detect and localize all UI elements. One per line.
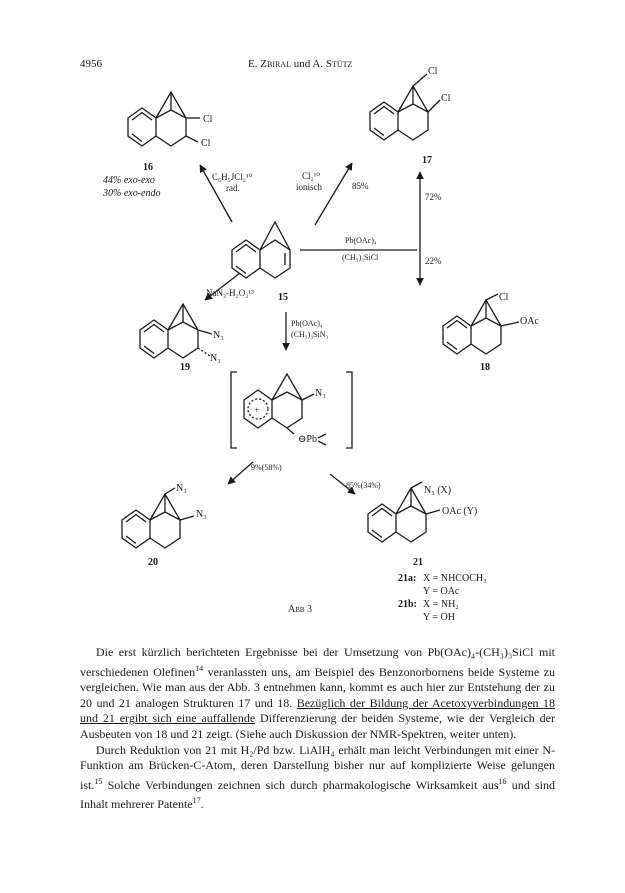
- p2-a: Durch Reduktion von 21 mit H₂/Pd bzw. LiAlH₄ erhält man leicht Verbindungen mit einer N-Funktion am Brücken-C-Atom, deren Darstellung bisher nur auf komplizierte Weise gelungen ist.: [80, 742, 555, 792]
- compound-17: [370, 74, 440, 140]
- c21-legend-tag-b: 21b:: [398, 599, 417, 610]
- ad-l2: (CH₃)₃SiN₃: [291, 330, 329, 339]
- int-plus: +: [254, 405, 260, 415]
- p2-b: Solche Verbindungen zeichnen sich durch pharmakologische Wirksamkeit aus: [102, 777, 499, 792]
- c21-sub2: OAc (Y): [442, 506, 478, 517]
- rh-pre: E.: [248, 58, 261, 70]
- ah-l2: (CH₃)₃SiCl: [342, 253, 379, 262]
- c21-legend-1: X = NHCOCH₃: [423, 573, 487, 584]
- paragraph-2: [80, 743, 555, 813]
- p2-d: .: [200, 797, 204, 812]
- a17-l2: ionisch: [296, 182, 322, 192]
- c20-sub1: N₃: [176, 483, 187, 494]
- figure-caption: Abb 3: [288, 604, 313, 615]
- c19-sub1: N₃: [213, 330, 224, 341]
- compound-19: [140, 304, 212, 358]
- c18-label: 18: [480, 362, 490, 373]
- rh-author2: Stütz: [325, 58, 353, 70]
- page-number: 4956: [80, 58, 102, 70]
- intermediate-bracket: [231, 372, 352, 448]
- ref-16: 16: [498, 776, 507, 786]
- a19-label: NaN₃-H₂O₂¹³: [206, 288, 254, 298]
- c19-sub2: N₃: [210, 353, 221, 364]
- a16-l1: C₆H₅JCl₂¹⁰: [212, 172, 253, 182]
- c20-sub2: N₃: [196, 509, 207, 520]
- a17-l1: Cl₂¹⁰: [302, 171, 320, 181]
- c17-sub1: Cl: [428, 66, 438, 77]
- c17-label: 17: [422, 155, 432, 166]
- a21-label: 85%(34%): [346, 481, 381, 490]
- arrow-to-20: [228, 462, 253, 484]
- c18-sub2: OAc: [520, 316, 539, 327]
- c18-sub1: Cl: [499, 292, 509, 303]
- p1-pre: Die erst kürzlich berichteten Ergebnisse bei der Umsetzung von Pb(OAc)₄-(CH₃)₃SiCl mit verschiedenen Olefinen: [80, 645, 555, 679]
- av-22: 22%: [425, 256, 442, 266]
- a20-label: 9%(58%): [251, 463, 282, 472]
- int-sub: N₃: [315, 388, 326, 399]
- ref-17: 17: [192, 796, 201, 806]
- c21-label: 21: [413, 557, 423, 568]
- av-72: 72%: [425, 192, 442, 202]
- compound-18: [443, 294, 519, 354]
- intermediate: [244, 374, 314, 434]
- c17-sub2: Cl: [441, 93, 451, 104]
- c16-sub1: Cl: [203, 114, 213, 125]
- ref-14: 14: [195, 663, 204, 673]
- arrow-to-17: [315, 163, 352, 225]
- c16-label: 16: [143, 162, 153, 173]
- c16-yield2: 30% exo-endo: [103, 188, 161, 199]
- compound-20: [122, 488, 194, 548]
- rh-author1: Zbiral: [260, 58, 291, 70]
- p2-c: und sind Inhalt mehrerer Patente: [80, 777, 555, 812]
- compound-16: [128, 92, 200, 146]
- p1-post: veranlassten uns, am Beispiel des Benzonorbornens beide Systeme zu vergleichen. Wie man aus der Abb. 3 entnehmen kann, kommt es auch hier zur Entstehung der zu 20 und 21 analogen Strukturen 17 und 18.: [80, 664, 555, 710]
- c16-sub2: Cl: [201, 138, 211, 149]
- c15-label: 15: [278, 292, 288, 303]
- c21-legend-3: X = NH₂: [423, 599, 459, 610]
- paragraph-1: [80, 645, 555, 743]
- c16-yield1: 44% exo-exo: [103, 175, 155, 186]
- p1-end: Differenzierung der beiden Systeme, wie der Vergleich der Ausbeuten von 18 und 21 zeigt. (Siehe auch Diskussion der NMR-Spektren, weiter unten).: [80, 711, 555, 741]
- p1-underlined: Bezüglich der Bildung der Acetoxyverbindungen 18 und 21 ergibt sich eine auffallende: [80, 695, 555, 726]
- c20-label: 20: [148, 557, 158, 568]
- c21-legend-tag-a: 21a:: [398, 573, 417, 584]
- c21-legend-4: Y = OH: [423, 612, 455, 623]
- int-pb: ⊖Pb: [298, 434, 317, 445]
- compound-15: [232, 222, 290, 278]
- body-text: [80, 645, 555, 813]
- c19-label: 19: [180, 362, 190, 373]
- c21-sub1: N₃ (X): [424, 485, 452, 496]
- c21-legend-2: Y = OAc: [423, 586, 460, 597]
- rh-mid: und A.: [290, 58, 326, 70]
- ah-l1: Pb(OAc)₄: [345, 236, 377, 245]
- a16-l2: rad.: [226, 183, 240, 193]
- int-pb-bond1: [318, 434, 326, 438]
- int-pb-bond2: [318, 441, 326, 445]
- ad-l1: Pb(OAc)₄: [291, 319, 323, 328]
- a17-yield: 85%: [352, 181, 369, 191]
- ref-15: 15: [94, 776, 103, 786]
